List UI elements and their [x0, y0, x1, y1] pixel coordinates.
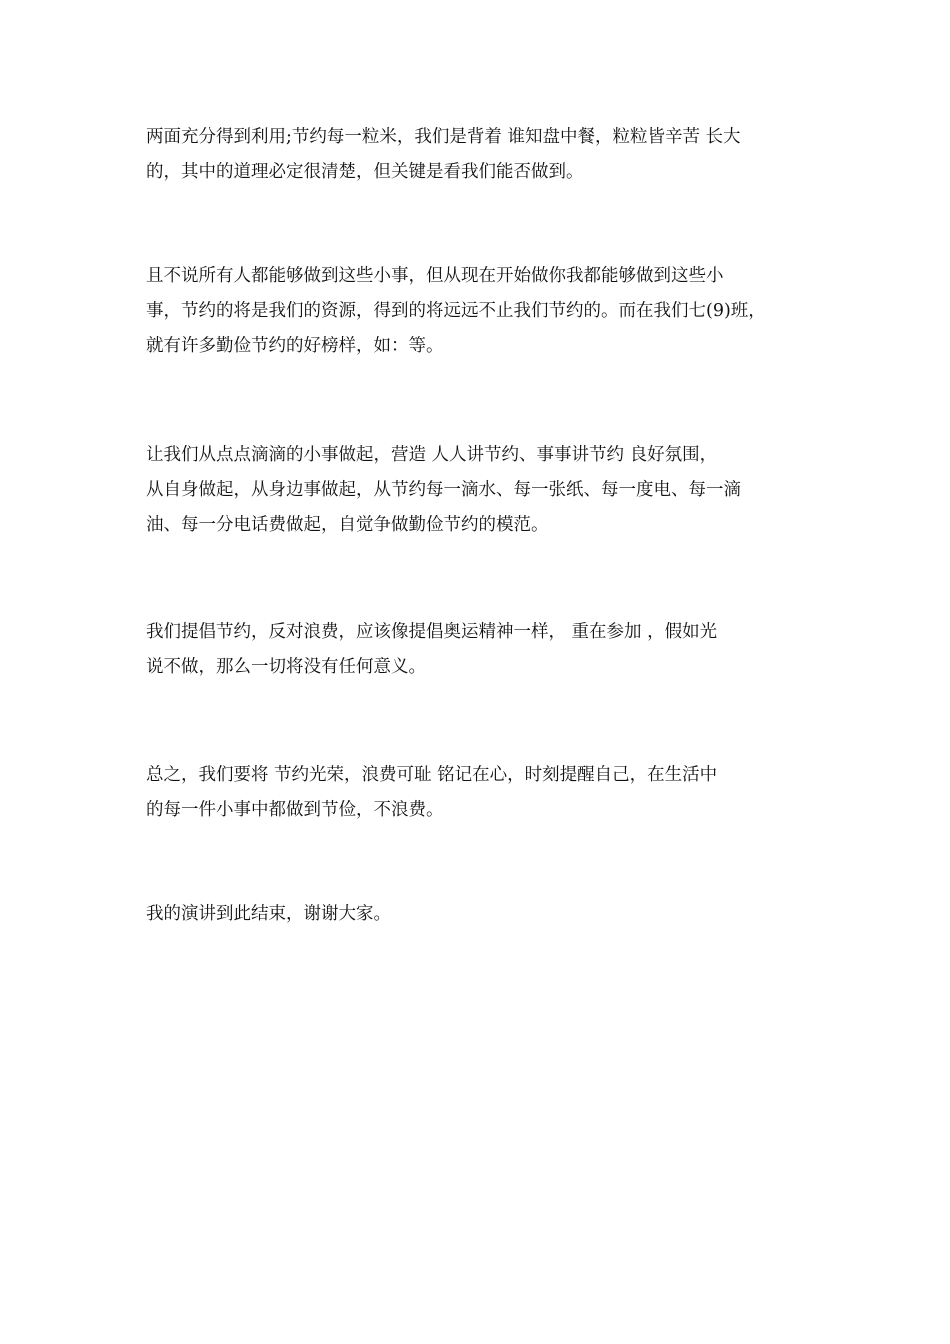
- paragraph-6: [146, 897, 826, 932]
- text-line: 从自身做起，从身边事做起，从节约每一滴水、每一张纸、每一度电、每一滴: [146, 480, 741, 500]
- text-line: 的，其中的道理必定很清楚，但关键是看我们能否做到。: [146, 162, 584, 182]
- paragraph-1: [146, 120, 826, 190]
- text-line: 两面充分得到利用;节约每一粒米，我们是背着 谁知盘中餐，粒粒皆辛苦 长大: [146, 127, 741, 147]
- text-line: 油、每一分电话费做起，自觉争做勤俭节约的模范。: [146, 515, 549, 535]
- text-line: 且不说所有人都能够做到这些小事，但从现在开始做你我都能够做到这些小: [146, 266, 724, 286]
- text-line: 说不做，那么一切将没有任何意义。: [146, 657, 426, 677]
- text-line: 就有许多勤俭节约的好榜样，如：等。: [146, 336, 444, 356]
- text-line: 让我们从点点滴滴的小事做起，营造 人人讲节约、事事讲节约 良好氛围，: [146, 445, 718, 465]
- text-line: 总之，我们要将 节约光荣，浪费可耻 铭记在心，时刻提醒自己，在生活中: [146, 765, 718, 785]
- text-line: 事，节约的将是我们的资源，得到的将远远不止我们节约的。而在我们七(9)班，: [146, 301, 766, 321]
- text-line: 的每一件小事中都做到节俭，不浪费。: [146, 800, 444, 820]
- paragraph-3: [146, 438, 826, 543]
- paragraph-5: [146, 758, 826, 828]
- paragraph-2: [146, 259, 826, 364]
- text-line: 我们提倡节约，反对浪费，应该像提倡奥运精神一样， 重在参加 ，假如光: [146, 622, 718, 642]
- text-line: 我的演讲到此结束，谢谢大家。: [146, 904, 391, 924]
- paragraph-4: [146, 615, 826, 685]
